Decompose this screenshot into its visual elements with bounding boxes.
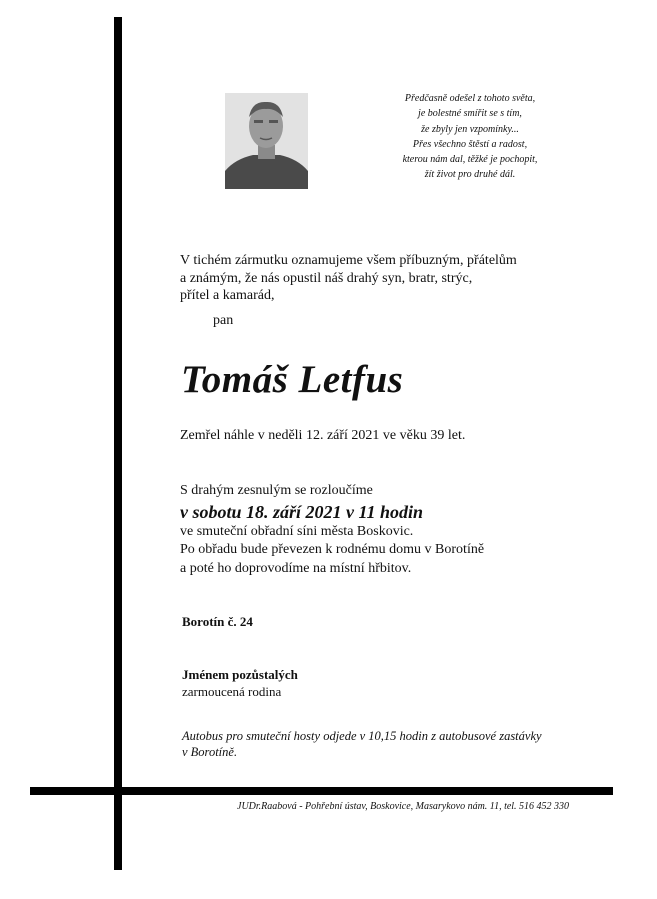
intro-line: V tichém zármutku oznamujeme všem příbuzným, přátelům — [180, 253, 517, 268]
memorial-poem — [380, 91, 560, 183]
ceremony-place: ve smuteční obřadní síni města Boskovic. — [180, 523, 414, 539]
vertical-mourning-line — [114, 17, 122, 870]
horizontal-mourning-line — [30, 787, 613, 795]
ceremony-after: a poté ho doprovodíme na místní hřbitov. — [180, 560, 412, 576]
behalf-title: Jménem pozůstalých — [182, 667, 298, 682]
portrait-photo — [225, 93, 308, 189]
deceased-name: Tomáš Letfus — [181, 358, 404, 401]
poem-line: kterou nám dal, těžké je pochopit, — [402, 154, 538, 166]
behalf-family: zarmoucená rodina — [182, 684, 282, 699]
intro-line: a známým, že nás opustil náš drahý syn, bratr, strýc, — [180, 270, 473, 286]
poem-line: Předčasně odešel z tohoto světa, — [404, 93, 536, 104]
bus-notice — [182, 728, 542, 760]
on-behalf-of — [182, 666, 298, 700]
funeral-service-footer: JUDr.Raabová - Pohřební ústav, Boskovice, Masarykovo nám. 11, tel. 516 452 330 — [237, 801, 570, 812]
bus-notice-line: v Borotíně. — [182, 745, 238, 759]
poem-line: je bolestné smířit se s tím, — [418, 108, 522, 120]
poem-line: Přes všechno štěstí a radost, — [412, 138, 528, 150]
honorific: pan — [213, 313, 234, 328]
intro-line: přítel a kamarád, — [180, 288, 275, 303]
funeral-ceremony-info — [180, 482, 484, 578]
portrait-figure — [225, 93, 308, 189]
ceremony-intro: S drahým zesnulým se rozloučíme — [180, 483, 373, 498]
death-statement: Zemřel náhle v neděli 12. září 2021 ve věku 39 let. — [180, 428, 466, 443]
poem-line: že zbyly jen vzpomínky... — [421, 123, 519, 135]
family-address: Borotín č. 24 — [182, 614, 253, 629]
announcement-intro — [180, 252, 517, 305]
bus-notice-line: Autobus pro smuteční hosty odjede v 10,15 hodin z autobusové zastávky — [182, 729, 542, 743]
ceremony-date: v sobotu 18. září 2021 v 11 hodin — [180, 501, 424, 522]
poem-line: žít život pro druhé dál. — [424, 169, 516, 181]
ceremony-transfer: Po obřadu bude převezen k rodnému domu v Borotíně — [180, 542, 485, 557]
